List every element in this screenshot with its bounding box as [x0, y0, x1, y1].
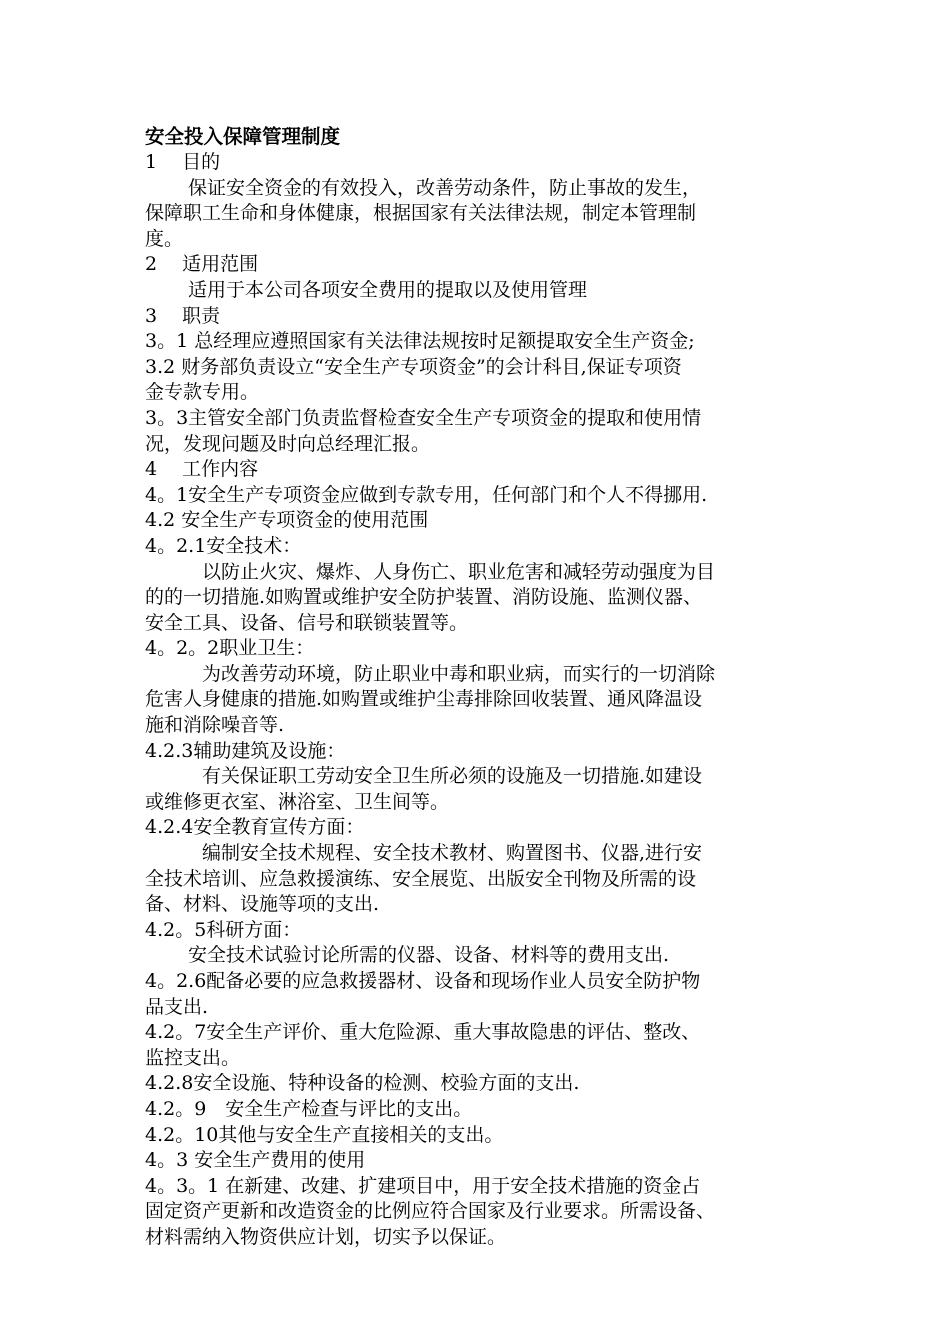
paragraph-line: 安全技术试验讨论所需的仪器、设备、材料等的费用支出. — [188, 944, 670, 967]
section-number: 4 — [145, 458, 158, 481]
paragraph-line: 适用于本公司各项安全费用的提取以及使用管理 — [188, 278, 588, 301]
paragraph-line: 固定资产更新和改造资金的比例应符合国家及行业要求。所需设备、 — [145, 1200, 716, 1223]
section-title: 职责 — [182, 304, 221, 327]
paragraph-line: 保障职工生命和身体健康，根据国家有关法律法规，制定本管理制 — [145, 202, 697, 225]
paragraph-line: 4.2。5科研方面： — [145, 918, 302, 941]
section-title: 目的 — [182, 151, 221, 173]
paragraph-line: 材料需纳入物资供应计划，切实予以保证。 — [145, 1225, 507, 1248]
paragraph-line: 的的一切措施.如购置或维护安全防护装置、消防设施、监测仪器、 — [145, 586, 703, 609]
paragraph-line: 度。 — [145, 227, 184, 250]
paragraph-line: 4.2。7安全生产评价、重大危险源、重大事故隐患的评估、整改、 — [145, 1021, 701, 1044]
paragraph-line: 4。3。1 在新建、改建、扩建项目中，用于安全技术措施的资金占 — [145, 1174, 701, 1197]
document-lines — [145, 150, 815, 1251]
paragraph-line: 4。2.1安全技术： — [145, 534, 302, 557]
section-title: 适用范围 — [182, 253, 259, 276]
section-number: 1 — [145, 151, 158, 173]
paragraph-line: 备、材料、设施等项的支出. — [145, 893, 380, 916]
paragraph-line: 保证安全资金的有效投入，改善劳动条件，防止事故的发生， — [188, 176, 702, 199]
paragraph-line: 4.2。9 安全生产检查与评比的支出。 — [145, 1097, 473, 1120]
paragraph-line: 况，发现问题及时向总经理汇报。 — [145, 432, 431, 455]
section-heading — [145, 252, 815, 278]
document-title: 安全投入保障管理制度 — [145, 125, 341, 148]
paragraph-line: 为改善劳动环境，防止职业中毒和职业病，而实行的一切消除 — [202, 662, 716, 685]
section-number: 3 — [145, 304, 158, 327]
paragraph-line: 或维修更衣室、淋浴室、卫生间等。 — [145, 790, 450, 813]
paragraph-line: 安全工具、设备、信号和联锁装置等。 — [145, 611, 469, 634]
paragraph-line: 4。2.6配备必要的应急救援器材、设备和现场作业人员安全防护物 — [145, 970, 701, 992]
paragraph-line: 4.2。10其他与安全生产直接相关的支出。 — [145, 1123, 504, 1146]
paragraph-line: 3.2 财务部负责设立“安全生产专项资金”的会计科目,保证专项资 — [145, 355, 682, 378]
paragraph-line: 有关保证职工劳动安全卫生所必须的设施及一切措施.如建设 — [202, 765, 703, 788]
paragraph-line: 以防止火灾、爆炸、人身伤亡、职业危害和减轻劳动强度为目 — [202, 560, 716, 583]
paragraph-line: 4.2 安全生产专项资金的使用范围 — [145, 509, 429, 532]
paragraph-line: 监控支出。 — [145, 1046, 241, 1069]
paragraph-line: 3。1 总经理应遵照国家有关法律法规按时足额提取安全生产资金; — [145, 330, 695, 353]
paragraph-line: 全技术培训、应急救援演练、安全展览、出版安全刊物及所需的设 — [145, 867, 697, 890]
paragraph-line: 危害人身健康的措施.如购置或维护尘毒排除回收装置、通风降温设 — [145, 688, 703, 711]
section-number: 2 — [145, 253, 158, 276]
paragraph-line: 4。2。2职业卫生： — [145, 637, 315, 660]
paragraph-line: 品支出. — [145, 995, 209, 1018]
paragraph-line: 4.2.3辅助建筑及设施： — [145, 739, 346, 762]
document-body — [145, 124, 815, 1251]
section-heading — [145, 150, 815, 176]
paragraph-line: 4.2.4安全教育宣传方面： — [145, 816, 365, 839]
section-title: 工作内容 — [182, 458, 259, 481]
paragraph-line: 4.2.8安全设施、特种设备的检测、校验方面的支出. — [145, 1072, 580, 1095]
paragraph-line: 金专款专用。 — [145, 381, 260, 404]
paragraph-line: 编制安全技术规程、安全技术教材、购置图书、仪器,进行安 — [202, 842, 703, 865]
paragraph-line: 4。3 安全生产费用的使用 — [145, 1149, 366, 1172]
section-heading — [145, 457, 815, 483]
paragraph-line: 3。3主管安全部门负责监督检查安全生产专项资金的提取和使用情 — [145, 406, 702, 429]
paragraph-line: 施和消除噪音等. — [145, 714, 285, 737]
paragraph-line: 4。1安全生产专项资金应做到专款专用，任何部门和个人不得挪用. — [145, 483, 708, 506]
section-heading — [145, 304, 815, 330]
